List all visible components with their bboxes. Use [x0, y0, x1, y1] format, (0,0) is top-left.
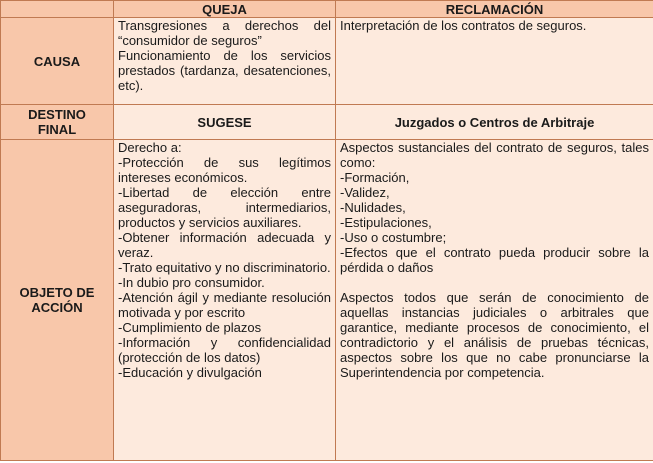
row-label-destino-line2: FINAL — [37, 122, 77, 137]
row-destino-final — [1, 105, 653, 140]
header-corner-cell — [1, 1, 114, 18]
row-label-objeto-de-accion — [1, 140, 114, 461]
objeto-queja-item: -Libertad de elección entre aseguradoras, intermediarios, productos y servicios auxiliares. — [118, 185, 331, 230]
objeto-reclamacion-item: Aspectos sustanciales del contrato de seguros, tales como: — [340, 140, 649, 170]
objeto-queja-item: -In dubio pro consumidor. — [118, 275, 265, 290]
objeto-reclamacion-item: -Validez, — [340, 185, 390, 200]
causa-queja-item: Funcionamiento de los servicios prestados (tardanza, desatenciones, etc). — [118, 48, 331, 93]
objeto-queja-item: -Información y confidencialidad (protección de los datos) — [118, 335, 331, 365]
row-label-causa: CAUSA — [1, 18, 114, 105]
objeto-reclamacion-item: -Estipulaciones, — [340, 215, 432, 230]
objeto-reclamacion-item: -Uso o costumbre; — [340, 230, 447, 245]
objeto-queja-item: Derecho a: — [118, 140, 182, 155]
causa-reclamacion-cell: Interpretación de los contratos de seguros. — [336, 18, 653, 105]
row-label-objeto-line1: OBJETO DE — [19, 285, 95, 300]
row-label-destino-final — [1, 105, 114, 140]
row-label-destino-line1: DESTINO — [28, 107, 86, 122]
objeto-reclamacion-cell — [336, 140, 653, 461]
objeto-queja-cell — [114, 140, 336, 461]
objeto-queja-item: -Cumplimiento de plazos — [118, 320, 262, 335]
causa-queja-cell — [114, 18, 336, 105]
row-objeto-de-accion — [1, 140, 653, 461]
destino-queja-cell: SUGESE — [114, 105, 336, 140]
objeto-reclamacion-item: -Nulidades, — [340, 200, 406, 215]
objeto-reclamacion-note: Aspectos todos que serán de conocimiento de aquellas instancias judiciales o arbitrales que garantice, mediante procesos de conocimiento, el contradictorio y el análisis de pruebas técnicas, aspectos sobre los que no cabe pronunciarse la Superintendencia por competencia. — [340, 290, 649, 380]
objeto-queja-item: -Atención ágil y mediante resolución motivada y por escrito — [118, 290, 331, 320]
header-queja: QUEJA — [114, 1, 336, 18]
objeto-queja-item: -Obtener información adecuada y veraz. — [118, 230, 331, 260]
causa-queja-item: Transgresiones a derechos del “consumidor de seguros” — [118, 18, 331, 48]
objeto-reclamacion-item: -Formación, — [340, 170, 410, 185]
row-causa — [1, 18, 653, 105]
paragraph-gap — [340, 275, 649, 290]
objeto-reclamacion-item: -Efectos que el contrato pueda producir sobre la pérdida o daños — [340, 245, 649, 275]
objeto-queja-item: -Protección de sus legítimos intereses económicos. — [118, 155, 331, 185]
objeto-queja-item: -Educación y divulgación — [118, 365, 262, 380]
objeto-queja-item: -Trato equitativo y no discriminatorio. — [118, 260, 331, 275]
header-row — [1, 1, 653, 18]
row-label-objeto-line2: ACCIÓN — [31, 300, 83, 315]
header-reclamacion: RECLAMACIÓN — [336, 1, 653, 18]
destino-reclamacion-cell: Juzgados o Centros de Arbitraje — [336, 105, 653, 140]
